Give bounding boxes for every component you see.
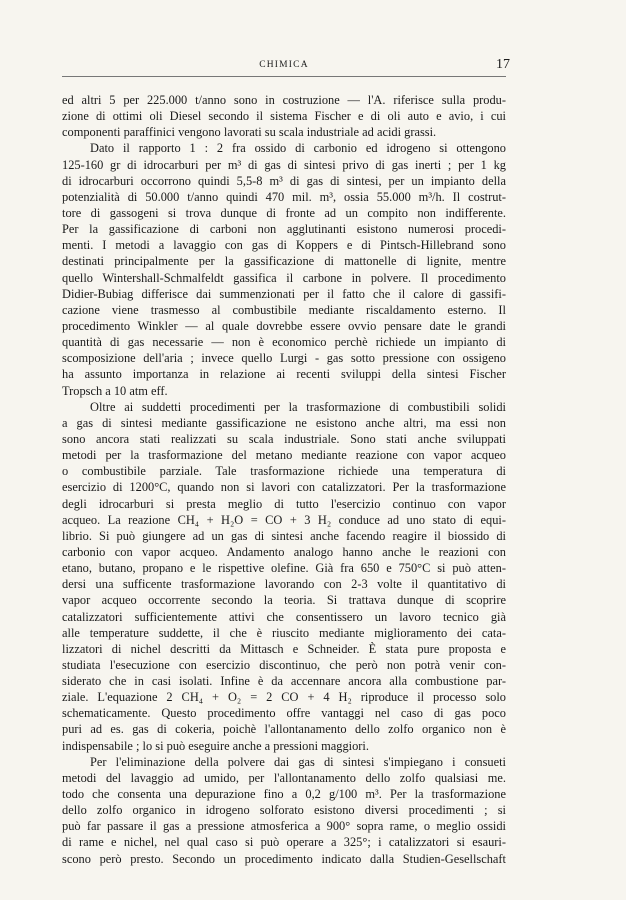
page-header xyxy=(62,57,510,77)
text-line: destinati principalmente per la gassificazione di mattonelle di lignite, mentre xyxy=(62,254,506,269)
text-line: ed altri 5 per 225.000 t/anno sono in costruzione — l'A. riferisce sulla produ- xyxy=(62,93,506,107)
text-line: sono ancora stati realizzati su scala industriale. Sono stati anche sviluppati xyxy=(62,431,506,446)
text-line: ziale. L'equazione 2 CH₄ + O₂ = 2 CO + 4 H₂ riproduce il processo solo xyxy=(62,690,506,705)
text-line: Dato il rapporto 1 : 2 fra ossido di carbonio ed idrogeno si ottengono xyxy=(90,141,506,156)
text-line: 125-160 gr di idrocarburi per m³ di gas di sintesi privo di gas inerti ; per 1 kg xyxy=(62,157,506,172)
text-line: a gas di sintesi mediante gassificazione ne esistono anche altri, ma essi non xyxy=(62,415,506,430)
text-line: puri ad es. gas di cokeria, poichè l'allontanamento dello zolfo organico non è xyxy=(62,722,506,737)
text-line: potenzialità di 50.000 t/anno quindi 470 mil. m³, ossia 55.000 m³/h. Il costrut- xyxy=(62,189,506,204)
text-line: cazione viene trasmesso al combustibile mediante riscaldamento esterno. Il xyxy=(62,302,506,317)
text-line: menti. I metodi a lavaggio con gas di Koppers e di Pintsch-Hillebrand sono xyxy=(62,238,506,253)
text-line: esercizio di 1200°C, quando non si lavori con catalizzatori. Per la trasformazione xyxy=(62,480,506,495)
text-line: dersi una sufficente trasformazione lavorando con 2-3 volte il quantitativo di xyxy=(62,577,506,592)
text-line: tore di gassogeni si trova dunque di fronte ad un compito non indifferente. xyxy=(62,205,506,220)
text-line: carbonio con vapor acqueo. Andamento analogo hanno anche le reazioni con xyxy=(62,544,506,559)
page-number: 17 xyxy=(496,57,510,72)
text-line: di idrocarburi occorrono quindi 5,5-8 m³ di gas di sintesi, per un impianto della xyxy=(62,173,506,188)
text-line: acqueo. La reazione CH₄ + H₂O = CO + 3 H₂ conduce ad uno stato di equi- xyxy=(62,512,506,527)
text-line: quello Wintershall-Schmalfeldt gassifica il carbone in polvere. Il procedimento xyxy=(62,270,506,285)
text-line: componenti paraffinici vengono lavorati su scala industriale ad acidi grassi. xyxy=(62,125,437,140)
text-line: può far passare il gas a pressione atmosferica a 900° sopra rame, o meglio ossidi xyxy=(62,819,506,834)
text-line: studiata l'esecuzione con esercizio discontinuo, che però non potrà venir con- xyxy=(62,657,506,672)
text-line: etano, butano, propano e le rispettive olefine. Già fra 650 e 750°C si può atten- xyxy=(62,561,506,576)
text-line: Oltre ai suddetti procedimenti per la trasformazione di combustibili solidi xyxy=(90,399,506,414)
text-line: o combustibile parziale. Tale trasformazione richiede una temperatura di xyxy=(62,464,506,479)
text-line: siderato che in casi isolati. Infine è da accennare ancora alla combustione par- xyxy=(62,674,506,689)
text-line: catalizzatori sufficientemente attivi che consentissero un lavoro tecnico già xyxy=(62,609,506,624)
text-line: procedimento Winkler — al quale dovrebbe essere ovvio pensare date le grandi xyxy=(62,318,506,333)
text-line: lizzatori di nichel descritti da Mittasch e Schneider. È stata pure proposta e xyxy=(62,641,506,656)
text-line: quantità di gas necessarie — non è economico perchè richiede un impianto di xyxy=(62,335,506,350)
text-line: metodi del lavaggio ad umido, per l'allontanamento dello zolfo qualsiasi me. xyxy=(62,770,506,785)
text-line: alle temperature suddette, il che è riuscito mediante miglioramento dei cata- xyxy=(62,625,506,640)
text-line: scomposizione dell'aria ; invece quello Lurgi - gas sotto pressione con ossigeno xyxy=(62,351,506,366)
text-line: Tropsch a 10 atm eff. xyxy=(62,383,168,398)
text-line: vapor acqueo occorrente secondo la teoria. Si trattava dunque di scoprire xyxy=(62,593,506,608)
body-text xyxy=(62,92,506,867)
text-line: di rame e nichel, nel qual caso si può operare a 325°; i catalizzatori si esauri- xyxy=(62,835,506,850)
running-title: CHIMICA xyxy=(259,60,309,70)
text-line: indispensabile ; lo si può eseguire anche a pressioni maggiori. xyxy=(62,738,369,753)
text-line: librio. Si può giungere ad un gas di sintesi anche facendo reagire il biossido di xyxy=(62,528,506,543)
text-line: zione di ottimi oli Diesel secondo il sistema Fischer e di oli auto e avio, i cui xyxy=(62,109,506,124)
text-line: schematicamente. Questo procedimento offre vantaggi nel caso di gas poco xyxy=(62,706,506,721)
text-line: Per l'eliminazione della polvere dai gas di sintesi s'impiegano i consueti xyxy=(90,754,506,769)
text-line: degli idrocarburi si presta meglio di tutto l'esercizio continuo con vapor xyxy=(62,496,506,511)
text-line: Per la gassificazione di carboni non agglutinanti esistono numerosi procedi- xyxy=(62,222,506,237)
text-line: ha assunto importanza in relazione ai recenti sviluppi della sintesi Fischer xyxy=(62,367,506,382)
text-line: Didier-Bubiag differisce dai summenzionati per il fatto che il calore di gassifi- xyxy=(62,286,506,301)
text-line: scono però presto. Secondo un procedimento indicato dalla Studien-Gesellschaft xyxy=(62,851,506,866)
text-line: metodi per la trasformazione del metano mediante reazione con vapor acqueo xyxy=(62,448,506,463)
header-rule xyxy=(62,76,506,77)
text-line: todo che consenta una depurazione fino a 0,2 g/100 m³. Per la trasformazione xyxy=(62,787,506,802)
text-line: dello zolfo organico in idrogeno solforato esistono diversi procedimenti ; si xyxy=(62,803,506,818)
